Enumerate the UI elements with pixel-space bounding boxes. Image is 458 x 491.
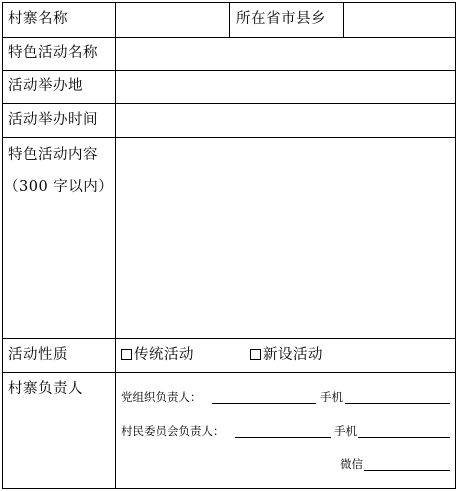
traditional-activity-text: 传统活动 <box>134 347 194 363</box>
wechat-field[interactable] <box>364 470 450 471</box>
row-border <box>2 338 455 339</box>
new-activity-option[interactable] <box>250 346 323 364</box>
village-name-label: 村寨名称 <box>8 11 68 27</box>
activity-name-field[interactable] <box>116 38 455 70</box>
new-activity-checkbox[interactable] <box>250 349 261 360</box>
committee-leader-label: 村民委员会负责人： <box>121 424 225 438</box>
wechat-label: 微信 <box>340 457 363 471</box>
village-name-field[interactable] <box>116 3 229 37</box>
new-activity-text: 新设活动 <box>263 347 323 363</box>
nature-label: 活动性质 <box>8 347 68 363</box>
location-field[interactable] <box>344 3 455 37</box>
location-label: 所在省市县乡 <box>236 11 326 27</box>
row-border <box>2 372 455 373</box>
activity-name-label: 特色活动名称 <box>8 45 98 61</box>
leader-label: 村寨负责人 <box>8 381 83 397</box>
party-phone-field[interactable] <box>345 403 450 404</box>
party-leader-label: 党组织负责人： <box>121 390 202 404</box>
content-label: 特色活动内容 <box>8 147 98 163</box>
venue-label: 活动举办地 <box>8 78 83 94</box>
content-field[interactable] <box>116 138 455 338</box>
content-note: （300 字以内） <box>4 179 114 195</box>
traditional-activity-checkbox[interactable] <box>121 349 132 360</box>
time-label: 活动举办时间 <box>8 112 98 128</box>
party-leader-field[interactable] <box>212 403 316 404</box>
column-border <box>2 2 3 489</box>
committee-phone-label: 手机 <box>334 424 357 438</box>
row-border <box>2 488 455 489</box>
column-border <box>455 2 456 489</box>
committee-phone-field[interactable] <box>358 437 450 438</box>
column-border <box>229 2 230 38</box>
time-field[interactable] <box>116 104 455 137</box>
traditional-activity-option[interactable] <box>121 346 194 364</box>
committee-leader-field[interactable] <box>235 437 331 438</box>
venue-field[interactable] <box>116 71 455 103</box>
party-phone-label: 手机 <box>320 390 343 404</box>
